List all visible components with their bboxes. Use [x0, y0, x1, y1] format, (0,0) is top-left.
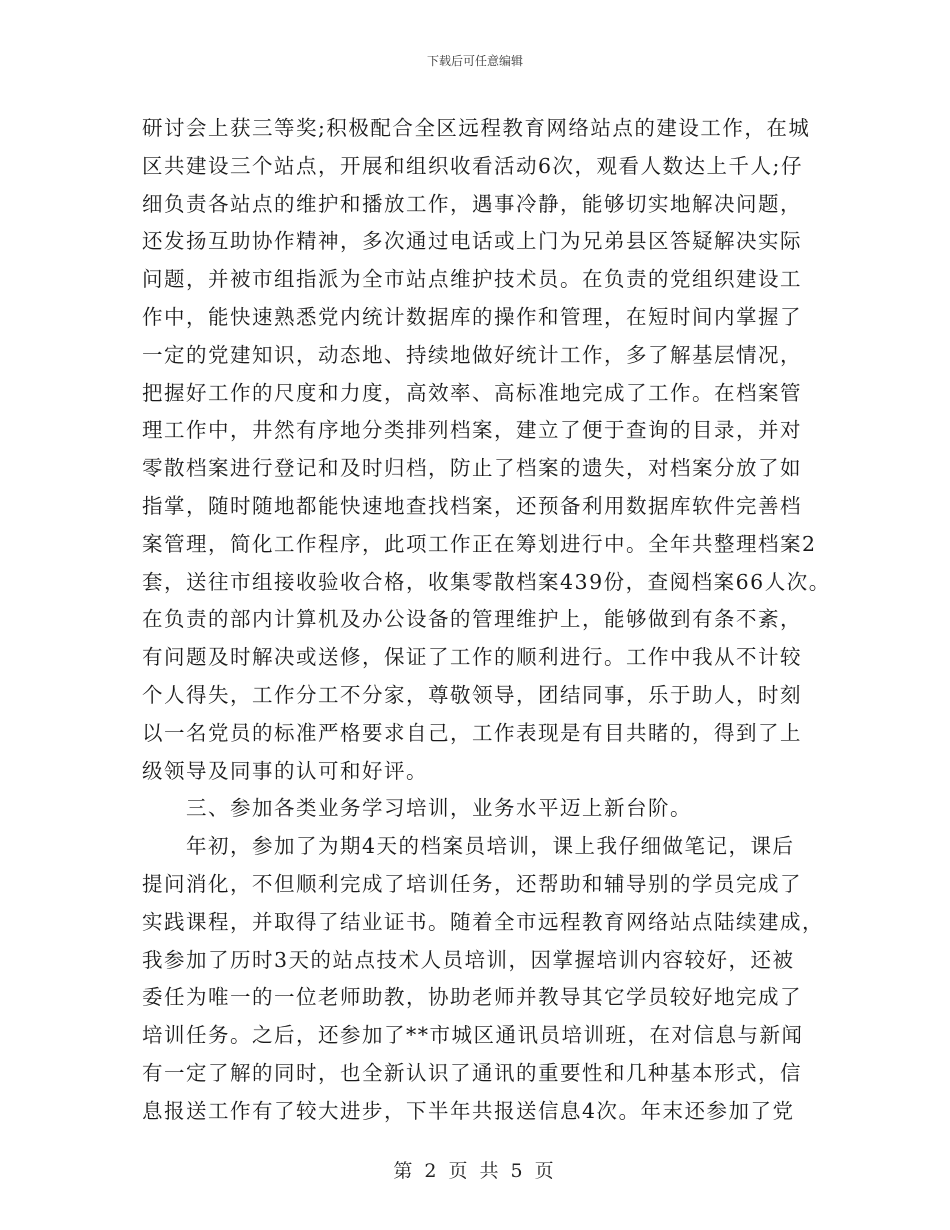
- text-line: 培训任务。之后，还参加了**市城区通讯员培训班，在对信息与新闻: [142, 1023, 804, 1048]
- text-line: 区共建设三个站点，开展和组织收看活动6次，观看人数达上千人;仔: [142, 153, 803, 178]
- page-number: 第 2 页 共 5 页: [393, 1160, 557, 1182]
- text-line: 年初，参加了为期4天的档案员培训，课上我仔细做笔记，课后: [186, 834, 795, 859]
- text-line: 在负责的部内计算机及办公设备的管理维护上，能够做到有条不紊，: [142, 607, 802, 632]
- text-line: 三、参加各类业务学习培训，业务水平迈上新台阶。: [186, 796, 692, 821]
- text-line: 个人得失，工作分工不分家，尊敬领导，团结同事，乐于助人，时刻: [142, 682, 802, 707]
- text-line: 以一名党员的标准严格要求自己，工作表现是有目共睹的，得到了上: [142, 720, 802, 745]
- text-line: 指掌，随时随地都能快速地查找档案，还预备利用数据库软件完善档: [142, 493, 802, 518]
- text-line: 委任为唯一的一位老师助教，协助老师并教导其它学员较好地完成了: [142, 985, 802, 1010]
- text-line: 还发扬互助协作精神，多次通过电话或上门为兄弟县区答疑解决实际: [142, 229, 802, 254]
- text-line: 实践课程，并取得了结业证书。随着全市远程教育网络站点陆续建成，: [142, 909, 824, 934]
- text-line: 作中，能快速熟悉党内统计数据库的操作和管理，在短时间内掌握了: [142, 304, 802, 329]
- text-line: 有问题及时解决或送修，保证了工作的顺利进行。工作中我从不计较: [142, 645, 802, 670]
- text-line: 零散档案进行登记和及时归档，防止了档案的遗失，对档案分放了如: [142, 456, 802, 481]
- text-line: 级领导及同事的认可和好评。: [142, 758, 428, 783]
- text-line: 把握好工作的尺度和力度，高效率、高标准地完成了工作。在档案管: [142, 380, 802, 405]
- text-line: 我参加了历时3天的站点技术人员培训，因掌握培训内容较好，还被: [142, 947, 795, 972]
- text-line: 套，送往市组接收验收合格，收集零散档案439份，查阅档案66人次。: [142, 569, 831, 594]
- text-line: 研讨会上获三等奖;积极配合全区远程教育网络站点的建设工作，在城: [142, 116, 811, 140]
- text-line: 细负责各站点的维护和播放工作，遇事冷静，能够切实地解决问题，: [142, 191, 802, 216]
- text-line: 一定的党建知识，动态地、持续地做好统计工作，多了解基层情况，: [142, 342, 802, 367]
- text-line: 理工作中，井然有序地分类排列档案，建立了便于查询的目录，并对: [142, 418, 802, 443]
- text-line: 问题，并被市组指派为全市站点维护技术员。在负责的党组织建设工: [142, 267, 802, 292]
- text-line: 息报送工作有了较大进步，下半年共报送信息4次。年末还参加了党: [142, 1098, 795, 1123]
- body-text: [142, 110, 831, 1131]
- text-line: 案管理，简化工作程序，此项工作正在筹划进行中。全年共整理档案2: [142, 531, 817, 556]
- text-line: 提问消化，不但顺利完成了培训任务，还帮助和辅导别的学员完成了: [142, 871, 802, 896]
- header-note: 下载后可任意编辑: [426, 54, 523, 68]
- text-line: 有一定了解的同时，也全新认识了通讯的重要性和几种基本形式，信: [142, 1060, 802, 1085]
